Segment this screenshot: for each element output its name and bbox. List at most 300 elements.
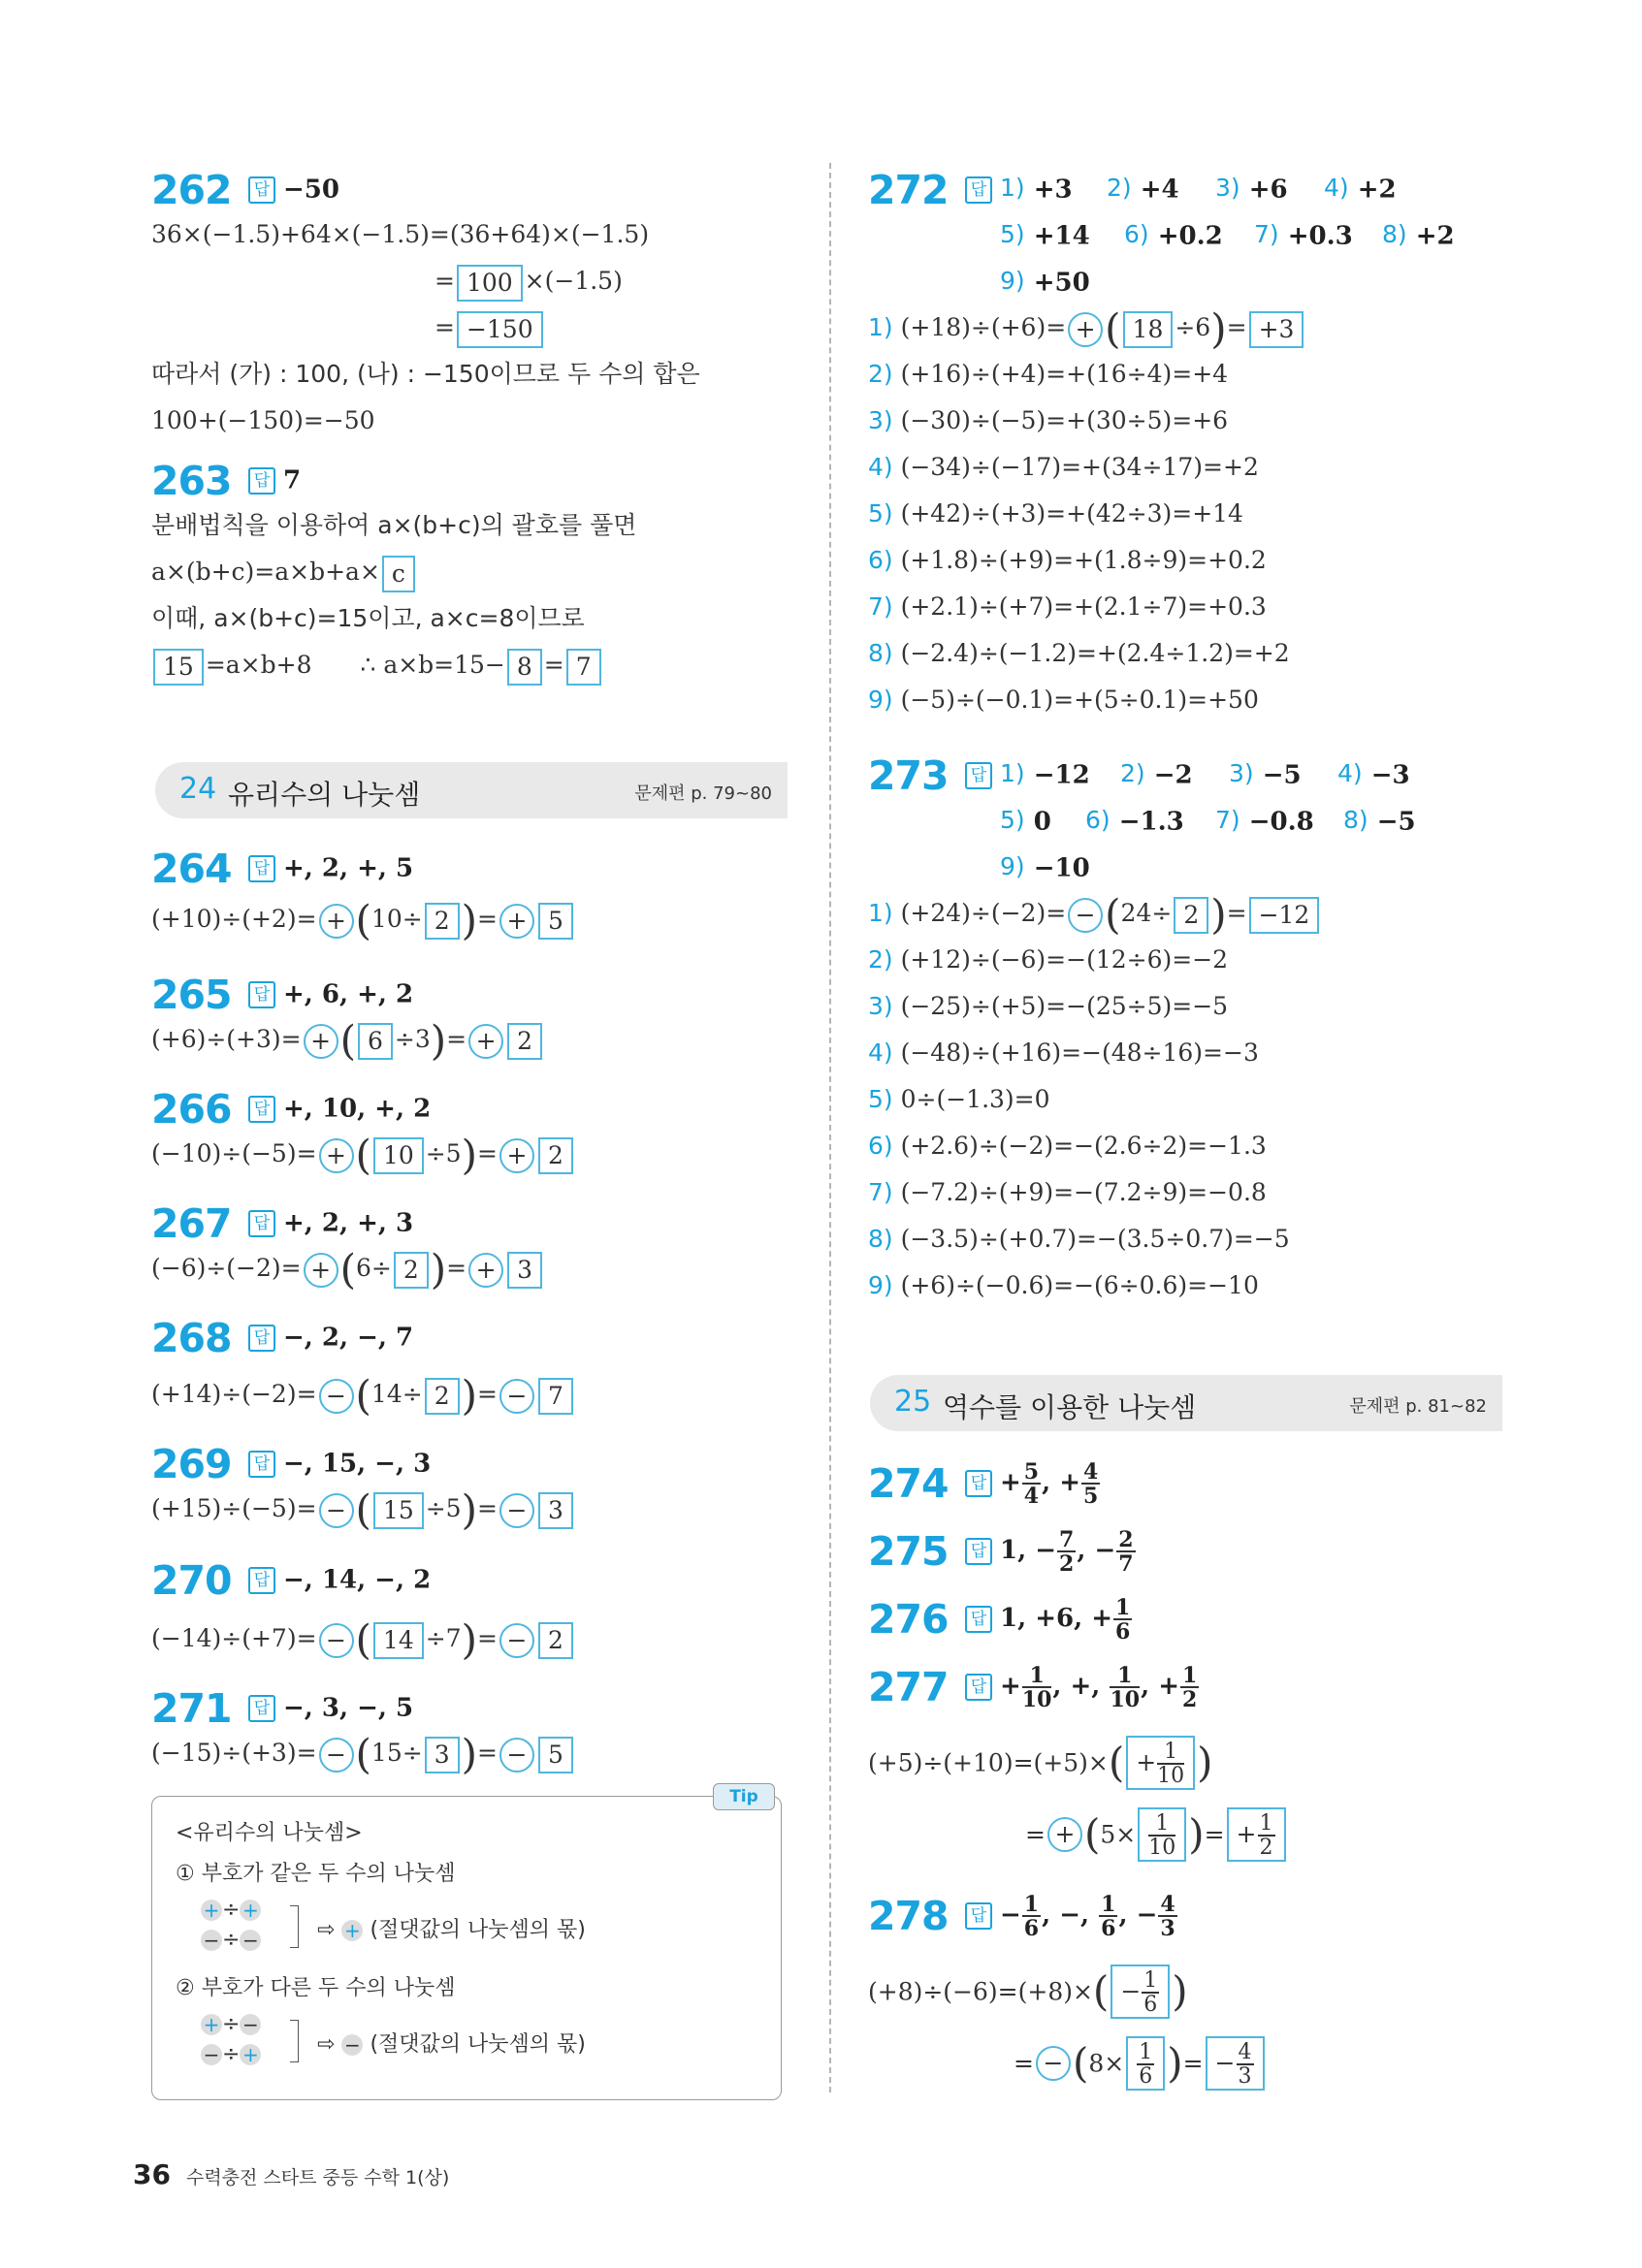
answer-box: 100	[457, 265, 523, 302]
answer-tag: 답	[965, 1538, 992, 1565]
expr: (−34)÷(−17)=+(34÷17)=+2	[900, 453, 1259, 481]
answer-tag: 답	[965, 1902, 992, 1930]
expr: (−30)÷(−5)=+(30÷5)=+6	[900, 406, 1229, 434]
tip-result: (절댓값의 나눗셈의 몫)	[370, 1918, 586, 1942]
problem-number: 276	[868, 1596, 949, 1643]
problem-263	[151, 456, 636, 688]
item-number: 1)	[868, 313, 893, 341]
expr: ÷3	[394, 1025, 431, 1053]
item-number: 3)	[868, 992, 901, 1020]
expr: (−10)÷(−5)=	[151, 1139, 317, 1167]
expr: (+6)÷(−0.6)=−(6÷0.6)=−10	[900, 1271, 1259, 1299]
expr: 0÷(−1.3)=0	[900, 1085, 1050, 1113]
solution-line	[868, 1736, 1288, 1790]
answer: −, 15, −, 3	[283, 1449, 432, 1479]
problem-number: 274	[868, 1460, 949, 1507]
answer: +4	[1131, 175, 1179, 205]
item-number: 3)	[868, 406, 901, 434]
problem-number: 273	[868, 751, 949, 799]
expr: 5×	[1100, 1820, 1137, 1849]
problem-274	[868, 1460, 1101, 1507]
expr: (−15)÷(+3)=	[151, 1739, 317, 1767]
answer-item	[1000, 797, 1085, 846]
paren: (	[339, 1245, 357, 1294]
answer-tag: 답	[965, 1470, 992, 1497]
denominator: 7	[1118, 1550, 1134, 1577]
sign-plus: +	[240, 1900, 261, 1921]
answer-item	[1000, 751, 1120, 799]
item-number: 6)	[1124, 220, 1149, 248]
item-number: 5)	[868, 1085, 901, 1113]
problem-270: 270 답 −, 14, −, 2 (−14)÷(+7)= − ( 14 ÷7)= − 2	[151, 1555, 575, 1662]
expr: (−48)÷(+16)=−(48÷16)=−3	[900, 1038, 1259, 1067]
eq: =	[435, 267, 455, 295]
solution-line	[868, 537, 1489, 584]
sign: −	[1000, 1901, 1021, 1930]
sign-circle: −	[319, 1738, 354, 1773]
denominator: 5	[1083, 1483, 1099, 1509]
tip-result: (절댓값의 나눗셈의 몫)	[370, 2032, 586, 2057]
expr: (−7.2)÷(+9)=−(7.2÷9)=−0.8	[900, 1178, 1267, 1206]
denominator: 2	[1259, 1836, 1273, 1860]
answer-tag: 답	[248, 467, 275, 495]
answer-box: −150	[457, 311, 543, 348]
answer-tag: 답	[965, 1606, 992, 1633]
answer-box	[1126, 2036, 1165, 2091]
denominator: 6	[1143, 1993, 1158, 2017]
expr: ÷6	[1175, 313, 1211, 341]
answer-box: 3	[538, 1492, 573, 1529]
answer: −5	[1368, 807, 1416, 837]
numerator: 1	[1143, 1968, 1158, 1993]
answer-tag: 답	[248, 1451, 275, 1478]
solution-line	[868, 1216, 1450, 1262]
item-number: 3)	[1215, 174, 1240, 202]
denominator: 3	[1160, 1915, 1175, 1941]
answer-item	[1337, 751, 1446, 799]
denominator: 10	[1148, 1836, 1176, 1860]
solution-line: 100+(−150)=−50	[151, 406, 375, 434]
answer-item	[1343, 797, 1450, 846]
sign-minus: −	[201, 1930, 222, 1951]
answer-item	[1000, 844, 1136, 892]
expr: (+42)÷(+3)=+(42÷3)=+14	[900, 499, 1243, 527]
item-number: 3)	[1229, 759, 1254, 787]
item-number: 2)	[868, 360, 901, 388]
answer: +3	[1024, 175, 1073, 205]
item-number: 2)	[868, 945, 901, 974]
answer-box: 7	[538, 1378, 573, 1415]
paren: (	[355, 896, 371, 944]
tip-badge: Tip	[713, 1783, 775, 1810]
expr: (+12)÷(−6)=−(12÷6)=−2	[900, 945, 1229, 974]
solution-line: 이때, a×(b+c)=15이고, a×c=8이므로	[151, 604, 585, 632]
paren: (	[355, 1371, 371, 1420]
answer-box: 18	[1123, 311, 1174, 348]
answer-box: 2	[425, 1378, 460, 1415]
problem-number: 275	[868, 1528, 949, 1575]
sign-circle: −	[319, 1493, 354, 1528]
item-number: 9)	[868, 1271, 901, 1299]
item-number: 4)	[1337, 759, 1363, 787]
page-footer	[133, 2158, 449, 2190]
sep: ,	[1042, 1468, 1051, 1497]
answer-box: 2	[425, 903, 460, 940]
paren: )	[1210, 304, 1227, 353]
sign-circle: +	[499, 904, 534, 939]
solution-line	[868, 491, 1489, 537]
answer-item	[1254, 211, 1382, 260]
paren: (	[1072, 2039, 1089, 2087]
numerator: 1	[1114, 1594, 1131, 1620]
sign: +	[1091, 1604, 1112, 1633]
item-number: 7)	[868, 592, 901, 621]
problem-number: 268	[151, 1314, 232, 1361]
problem-number: 262	[151, 166, 232, 213]
sign-circle: +	[304, 1253, 338, 1288]
solution-line	[868, 1123, 1450, 1169]
solution-line	[868, 351, 1489, 398]
answer-box: 15	[153, 649, 204, 686]
answer: +0.2	[1148, 221, 1223, 251]
answer-box: +3	[1249, 311, 1304, 348]
column-divider	[829, 163, 831, 2092]
solution-line	[868, 398, 1489, 444]
numerator: 7	[1059, 1526, 1075, 1552]
tip-box	[151, 1787, 782, 2100]
solution-line	[868, 1169, 1450, 1216]
answer: −10	[1024, 853, 1090, 883]
numerator: 2	[1118, 1526, 1134, 1552]
item-number: 6)	[868, 1132, 901, 1160]
paren: )	[461, 896, 477, 944]
sign-circle: +	[499, 1138, 534, 1173]
answer-box	[1126, 1736, 1195, 1790]
answer-item	[1085, 797, 1215, 846]
section-header-25	[870, 1375, 1502, 1431]
paren: )	[1197, 1739, 1213, 1786]
answer: −50	[283, 175, 339, 205]
expr: (+5)÷(+10)=(+5)×	[868, 1748, 1109, 1777]
sign-circle: −	[319, 1379, 354, 1414]
answer-row	[1000, 759, 1446, 790]
answer-row	[868, 797, 1450, 844]
denominator: 3	[1238, 2064, 1252, 2089]
paren: )	[1167, 2039, 1183, 2087]
eq: =	[435, 313, 455, 341]
section-reference: 문제편 p. 81~82	[1349, 1396, 1487, 1417]
problem-number: 266	[151, 1085, 232, 1133]
sign: +	[1236, 1820, 1257, 1848]
expr: (−5)÷(−0.1)=+(5÷0.1)=+50	[900, 686, 1259, 714]
tip-heading: ② 부호가 다른 두 수의 나눗셈	[176, 1976, 456, 2000]
denominator: 10	[1021, 1686, 1052, 1712]
expr: 15÷	[370, 1739, 423, 1767]
sign-circle: +	[319, 1138, 354, 1173]
sign: −	[1136, 1901, 1158, 1930]
answer-item	[1124, 211, 1254, 260]
answer-tag: 답	[248, 176, 275, 204]
answer-row	[868, 844, 1450, 890]
problem-number: 269	[151, 1440, 232, 1487]
item-number: 8)	[1343, 806, 1368, 834]
bracket	[290, 1905, 299, 1948]
expr: ∴ a×b=15−	[360, 651, 505, 679]
answer: +50	[1024, 268, 1090, 298]
answer-item	[1000, 258, 1136, 306]
answer-part: 1, +6,	[1000, 1604, 1083, 1633]
expr: =	[1226, 313, 1247, 341]
paren: (	[1092, 1967, 1110, 2015]
sign-circle: −	[499, 1738, 534, 1773]
numerator: 4	[1238, 2040, 1252, 2064]
item-number: 9)	[1000, 267, 1025, 295]
answer-box: 7	[566, 649, 601, 686]
answer-item	[1215, 165, 1324, 213]
denominator: 6	[1114, 1618, 1131, 1645]
item-number: 7)	[868, 1178, 901, 1206]
sign-minus: −	[240, 1930, 261, 1951]
answer-item	[1324, 165, 1433, 213]
expr: (+8)÷(−6)=(+8)×	[868, 1977, 1093, 2006]
answer: 7	[283, 465, 302, 495]
arrow-icon: ⇨	[317, 2032, 336, 2057]
paren: (	[1083, 1810, 1101, 1858]
paren: )	[1210, 890, 1227, 939]
item-number: 1)	[868, 899, 893, 927]
solution-line	[868, 983, 1450, 1030]
answer-box	[1206, 2036, 1265, 2091]
numerator: 1	[1157, 1741, 1184, 1765]
answer-item	[1229, 751, 1337, 799]
answer: −1.3	[1110, 807, 1184, 837]
paren: )	[430, 1245, 447, 1294]
sign-circle: +	[319, 904, 354, 939]
answer: −, 14, −, 2	[283, 1565, 432, 1595]
expr: =	[1204, 1820, 1225, 1849]
answer: −2	[1144, 760, 1193, 790]
numerator: 4	[1083, 1458, 1099, 1485]
tip-rule-same	[201, 1898, 586, 1952]
answer-tag: 답	[965, 762, 992, 789]
answer-tag: 답	[248, 1210, 275, 1237]
expr: (+6)÷(+3)=	[151, 1025, 302, 1053]
expr: 14÷	[370, 1380, 423, 1408]
answer-box: 3	[425, 1737, 460, 1773]
sign-plus: +	[201, 2014, 222, 2035]
item-number: 4)	[1324, 174, 1349, 202]
answer-box: 14	[373, 1622, 424, 1659]
sign-circle: +	[468, 1253, 503, 1288]
expr: (+1.8)÷(+9)=+(1.8÷9)=+0.2	[900, 546, 1267, 574]
sign-plus: +	[240, 2044, 261, 2065]
answer: −5	[1253, 760, 1302, 790]
arrow-icon: ⇨	[317, 1918, 336, 1942]
sign-circle: +	[468, 1024, 503, 1059]
tip-title: <유리수의 나눗셈>	[176, 1821, 363, 1845]
denominator: 2	[1181, 1686, 1198, 1712]
paren: (	[1105, 304, 1121, 353]
problem-265: 265 답 +, 6, +, 2 (+6)÷(+3)= + ( 6 ÷3)= + 2	[151, 970, 544, 1063]
answer-box: −12	[1249, 897, 1320, 934]
answer-item	[1215, 797, 1343, 846]
sign: −	[1120, 1977, 1142, 2005]
item-number: 8)	[868, 1225, 901, 1253]
div-sign: ÷	[222, 1928, 241, 1952]
solution-line	[868, 630, 1489, 677]
answer-item	[1000, 211, 1124, 260]
answer-row	[1000, 174, 1433, 205]
numerator: 4	[1160, 1891, 1175, 1917]
numerator: 1	[1101, 1891, 1116, 1917]
expr: ×(−1.5)	[524, 267, 623, 295]
answer-box: 5	[538, 903, 573, 940]
answer-item	[1382, 211, 1489, 260]
problem-262	[151, 165, 700, 444]
paren: (	[355, 1485, 371, 1534]
answer: −, 2, −, 7	[283, 1323, 414, 1353]
sign: +	[1000, 1468, 1021, 1497]
tip-heading: ① 부호가 같은 두 수의 나눗셈	[176, 1862, 456, 1886]
sign-circle: −	[319, 1623, 354, 1658]
paren: (	[355, 1615, 371, 1664]
solution-line	[868, 1807, 1288, 1862]
sign-circle: +	[304, 1024, 338, 1059]
answer: +, 10, +, 2	[283, 1094, 432, 1124]
solution-line	[868, 677, 1489, 723]
expr: (+10)÷(+2)=	[151, 905, 317, 933]
section-title: 유리수의 나눗셈	[228, 779, 421, 811]
expr: (+15)÷(−5)=	[151, 1494, 317, 1522]
expr: ÷5	[425, 1494, 462, 1522]
section-number: 25	[894, 1385, 932, 1419]
paren: (	[339, 1016, 357, 1065]
numerator: 1	[1259, 1811, 1273, 1836]
expr: 10÷	[370, 905, 423, 933]
answer-box: 10	[373, 1137, 424, 1174]
div-sign: ÷	[222, 2042, 241, 2066]
solution-line	[868, 444, 1489, 491]
answer-box	[1227, 1807, 1286, 1862]
item-number: 4)	[868, 1038, 901, 1067]
problem-number: 272	[868, 166, 949, 213]
answer: +, 6, +, 2	[283, 979, 414, 1009]
answer-box	[1111, 1965, 1170, 2019]
item-number: 6)	[1085, 806, 1111, 834]
sign-minus: −	[240, 2014, 261, 2035]
answer: −12	[1024, 760, 1090, 790]
denominator: 6	[1023, 1915, 1040, 1941]
answer: +6	[1240, 175, 1288, 205]
item-number: 5)	[1000, 220, 1025, 248]
expr: (+24)÷(−2)=	[900, 899, 1067, 927]
section-title: 역수를 이용한 나눗셈	[943, 1391, 1197, 1423]
expr: (−2.4)÷(−1.2)=+(2.4÷1.2)=+2	[900, 639, 1290, 667]
sign: +	[1158, 1672, 1179, 1701]
sign-circle: −	[1036, 2046, 1071, 2081]
answer-part: , +,	[1052, 1672, 1101, 1701]
problem-number: 270	[151, 1556, 232, 1604]
sep: ,	[1077, 1536, 1086, 1565]
item-number: 7)	[1215, 806, 1240, 834]
item-number: 9)	[1000, 852, 1025, 880]
expr: (−3.5)÷(+0.7)=−(3.5÷0.7)=−5	[900, 1225, 1290, 1253]
page-number: 36	[133, 2158, 171, 2190]
solution-lines	[868, 351, 1489, 723]
denominator: 10	[1110, 1686, 1141, 1712]
answer: −3	[1362, 760, 1410, 790]
expr: (−6)÷(−2)=	[151, 1254, 302, 1282]
expr: 6÷	[356, 1254, 392, 1282]
denominator: 6	[1101, 1915, 1116, 1941]
answer-box: 15	[373, 1492, 424, 1529]
section-number: 24	[179, 772, 217, 806]
expr: ÷5	[425, 1139, 462, 1167]
item-number: 2)	[1107, 174, 1132, 202]
solution-line: 36×(−1.5)+64×(−1.5)=(36+64)×(−1.5)	[151, 220, 650, 248]
paren: (	[1105, 890, 1121, 939]
answer: 0	[1024, 807, 1051, 837]
expr: (+14)÷(−2)=	[151, 1380, 317, 1408]
answer-tag: 답	[965, 1674, 992, 1701]
numerator: 1	[1148, 1813, 1175, 1837]
answer-tag: 답	[248, 981, 275, 1008]
sign: −	[1035, 1536, 1057, 1565]
answer: +, 2, +, 5	[283, 853, 414, 883]
problem-271: 271 답 −, 3, −, 5 (−15)÷(+3)= − (15÷ 3 )= − 5	[151, 1683, 575, 1776]
expr: a×(b+c)=a×b+a×	[151, 558, 380, 586]
answer: +, 2, +, 3	[283, 1208, 414, 1238]
answer-row	[868, 258, 1489, 304]
denominator: 10	[1157, 1764, 1185, 1788]
item-number: 8)	[1382, 220, 1407, 248]
solution-line	[868, 1030, 1450, 1076]
sign: +	[1000, 1672, 1021, 1701]
problem-264: 264 답 +, 2, +, 5 (+10)÷(+2)= + (10÷ 2 )= + 5	[151, 844, 575, 942]
item-number: 7)	[1254, 220, 1279, 248]
answer-tag: 답	[248, 855, 275, 882]
sign: −	[1094, 1536, 1116, 1565]
answer-tag: 답	[248, 1695, 275, 1722]
answer-box: 2	[538, 1137, 573, 1174]
numerator: 5	[1023, 1458, 1040, 1485]
answer-box: 2	[507, 1023, 542, 1060]
sign-plus: +	[201, 1900, 222, 1921]
answer-box: 8	[507, 649, 542, 686]
div-sign: ÷	[222, 2012, 241, 2036]
item-number: 6)	[868, 546, 901, 574]
paren: )	[1188, 1810, 1205, 1858]
problem-number: 265	[151, 971, 232, 1018]
solution-line	[868, 937, 1450, 983]
denominator: 6	[1139, 2064, 1153, 2089]
problem-267: 267 답 +, 2, +, 3 (−6)÷(−2)= + (6÷ 2 )= + 3	[151, 1198, 544, 1292]
answer-item	[1120, 751, 1229, 799]
expr: =a×b+8	[205, 651, 312, 679]
numerator: 1	[1139, 2040, 1153, 2064]
bracket	[290, 2020, 299, 2062]
sign: −	[1214, 2049, 1236, 2077]
paren: )	[461, 1485, 477, 1534]
item-number: 5)	[1000, 806, 1025, 834]
expr: (+2.6)÷(−2)=−(2.6÷2)=−1.3	[900, 1132, 1267, 1160]
answer-row	[868, 211, 1489, 258]
item-number: 9)	[868, 686, 901, 714]
solution-line	[868, 1965, 1267, 2019]
solution-line: 분배법칙을 이용하여 a×(b+c)의 괄호를 풀면	[151, 511, 637, 539]
problem-273	[868, 751, 1450, 1309]
answer: +0.3	[1278, 221, 1353, 251]
